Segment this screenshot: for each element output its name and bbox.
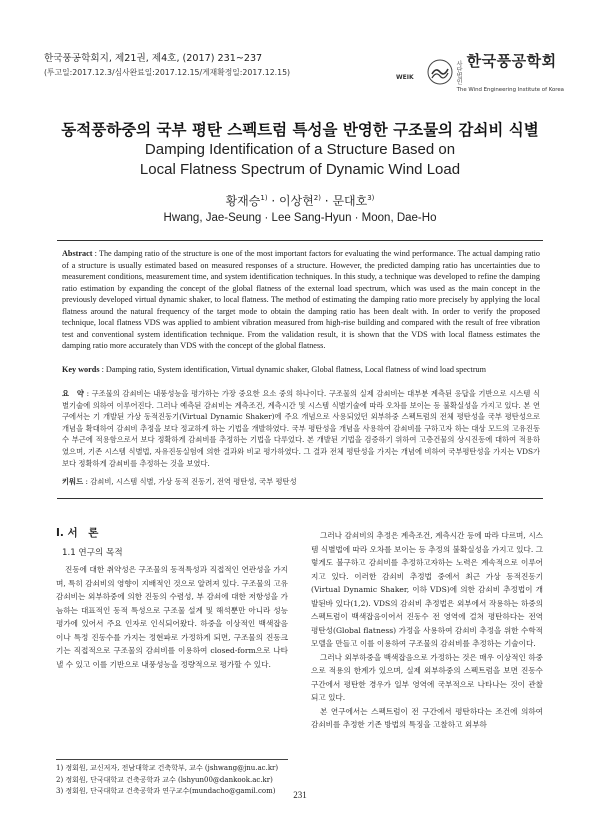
author-1: 황재승 xyxy=(225,194,261,208)
keywords-english xyxy=(62,365,540,374)
ko-keywords-text: : 감쇠비, 시스템 식별, 가상 동적 진동기, 전역 평탄성, 국부 평탄성 xyxy=(83,477,297,486)
ko-keywords-label: 키워드 xyxy=(62,477,84,486)
author-2-mark: 2) xyxy=(313,194,321,202)
keywords-text: : Damping ratio, System identification, Virtual dynamic shaker, Global flatness, Local flatness of wind load spectrum xyxy=(99,365,487,374)
abstract-bottom-rule xyxy=(57,498,543,499)
author-separator: · xyxy=(267,194,280,208)
footnote-3: 3) 정회원, 단국대학교 건축공학과 연구교수(mundacho@gamil.com) xyxy=(56,787,276,796)
authors-english: Hwang, Jae-Seung · Lee Sang-Hyun · Moon, Dae-Ho xyxy=(163,212,437,224)
society-english-name: The Wind Engineering Institute of Korea xyxy=(456,87,564,93)
author-3: 문대호 xyxy=(332,194,368,208)
body-column-right xyxy=(311,529,543,732)
title-english-line-2: Local Flatness Spectrum of Dynamic Wind Load xyxy=(139,161,461,178)
society-emblem-icon xyxy=(427,59,453,85)
abstract-korean xyxy=(62,388,540,469)
ko-abstract-text: : 구조물의 감쇠비는 내풍성능을 평가하는 가장 중요한 요소 중의 하나이다. 구조물의 실제 감쇠비는 대부분 계측된 응답을 기반으로 시스템 식별기술에 의하여 이루어진다. 그러나 예측된 감쇠비는 계측조건, 계측시간 및 시스템 식별기술에 따라 오차를 보이는 등 불확실성을 가지고 있다. 본 연구에서는 기 개발된 가상 동적진동기(Virtual Dynamic Shaker)에 주요 개념으로 사용되었던 외부하중 스펙트럼의 전체 평탄성을 국부 평탄성으로 개념을 확대하여 감쇠비 추정을 보다 정교하게 하는 기법을 개발하였다. 국부 평탄성을 개념을 사용하여 감쇠비를 구하고자 하는 대상 모드의 고유진동수 부근에 적용함으로서 보다 정확하게 감쇠비를 추정하는 기법을 다루었다. 본 개발된 기법을 검증하기 위하여 고층건물의 상시진동에 대하여 적용하였으며, 기존 시스템 식별법, 자유진동실험에 의한 결과와 비교 평가하였다. 그 결과 전체 평탄성을 가지는 개념에 비하여 국부평탄성을 가지는 VDS가 보다 정확하게 감쇠비를 추정하는 것을 보였다. xyxy=(62,389,540,468)
abstract-text: : The damping ratio of the structure is one of the most important factors for evaluating the wind performance. The actual damping ratio of a structure is usually estimated based on measured responses of a structure. However, the predicted damping ratio has uncertainties due to measurement conditions, measurement time, and system identification techniques. In this study, a technique was developed to refine the damping ratio estimation by expanding the concept of the global flatness of the external load spectrum, which was used as the main concept in the previously developed virtual dynamic shaker, to local flatness. The method of estimating the damping ratio more precisely by applying the local flatness around the natural frequency of the target mode to obtain the damping ratio has been dealt with. In order to verify the proposed technique, local flatness VDS was applied to ambient vibration measured from high-rise building and compared with the result of free vibration test and conventional system identification technique. From the validation result, it is shown that the VDS with local flatness estimates the damping ratio more accurately than VDS with the concept of the global flatness. xyxy=(62,249,540,351)
keywords-korean xyxy=(62,477,540,487)
keywords-label: Key words xyxy=(62,365,100,374)
society-name: 한국풍공학회 xyxy=(466,52,557,70)
body-paragraph: 본 연구에서는 스펙트럼이 전 구간에서 평탄하다는 조건에 의하여 감쇠비를 추정한 기존 방법의 특징을 고찰하고 외부하 xyxy=(311,706,543,729)
body-paragraph: 그러나 외부하중을 백색잡음으로 가정하는 것은 매우 이상적인 하중으로 적용의 한계가 있으며, 실제 외부하중의 스펙트럼을 보면 진동수 구간에서 평탄한 경우가 일부 영역에 국부적으로 나타나는 것이 관찰되고 있다. xyxy=(311,652,543,702)
body-paragraph: 진동에 대한 취약성은 구조물의 동적특성과 직접적인 연관성을 가지며, 특히 감쇠비의 영향이 지배적인 것으로 알려져 있다. 구조물의 고유 감쇠비는 외부하중에 의한 진동의 수렴성, 부 감쇠에 대한 저항성을 가늠하는 대표적인 동적 특성으로 구조물 설계 및 해석뿐만 아니라 성능평가에 있어서 주요 인자로 인식되어왔다. 하중을 이상적인 백색잡음이나 특정 진동수를 가지는 정현파로 가정하게 되면, 구조물의 진동크기는 직접적으로 구조물의 감쇠비를 이용하여 closed-form으로 나타낼 수 있고 이를 기반으로 내풍성능을 정량적으로 평가할 수 있다. xyxy=(56,565,288,669)
author-separator: · xyxy=(320,194,333,208)
section-title: I. 서 론 xyxy=(56,527,99,539)
abstract-english xyxy=(62,248,540,352)
footnote-1: 1) 정회원, 교신저자, 전남대학교 건축학부, 교수 (jshwang@jnu.ac.kr) xyxy=(56,764,279,772)
footnote-2: 2) 정회원, 단국대학교 건축공학과 교수 (lshyun00@dankook.ac.kr) xyxy=(56,775,273,784)
paper-title-english xyxy=(0,140,600,180)
society-logo xyxy=(427,50,564,93)
author-2: 이상현 xyxy=(279,194,314,208)
subsection-title: 1.1 연구의 목적 xyxy=(62,547,123,558)
society-abbreviation: WEIK xyxy=(396,74,414,81)
society-type: 사단 법인 xyxy=(456,61,463,86)
authors-korean xyxy=(0,192,600,209)
paper-title-korean: 동적풍하중의 국부 평탄 스펙트럼 특성을 반영한 구조물의 감쇠비 식별 xyxy=(61,121,539,139)
page-number: 231 xyxy=(293,790,307,800)
body-column-left xyxy=(56,527,288,671)
submission-dates: (투고일:2017.12.3/심사완료일:2017.12.15/게재확정일:2017.12.15) xyxy=(44,68,291,77)
author-1-mark: 1) xyxy=(260,194,268,202)
footnote-rule xyxy=(56,759,288,760)
title-english-line-1: Damping Identification of a Structure Based on xyxy=(144,141,456,158)
journal-citation: 한국풍공학회지, 제21권, 제4호, (2017) 231~237 xyxy=(44,53,263,64)
abstract-label: Abstract xyxy=(62,249,93,258)
author-3-mark: 3) xyxy=(367,194,375,202)
body-paragraph: 그러나 감쇠비의 추정은 계측조건, 계측시간 등에 따라 다르며, 시스템 식별법에 따라 오차를 보이는 등 추정의 불확실성을 가지고 있다. 그렇게도 불구하고 감쇠비를 추정하고자하는 노력은 계속적으로 이루어지고 있다. 이러한 감쇠비 추정법 중에서 최근 가상 동적진동기(Virtual Dynamic Shaker, 이하 VDS)에 의한 감쇠비 추정법이 개발된바 있다(1,2). VDS의 감쇠비 추정법은 외부에서 작용하는 하중의 스펙트럼이 백색잡음이어서 진동수 전 영역에 걸쳐 평탄하다는 전역 평탄성(Global flatness) 가정을 사용하여 감쇠비 추정을 위한 수학적 모델을 만들고 이를 이용하여 구조물의 감쇠비를 추정하는 기술이다. xyxy=(311,531,543,648)
ko-abstract-label: 요 약 xyxy=(62,389,84,398)
abstract-top-rule xyxy=(57,240,543,241)
journal-header xyxy=(44,50,564,93)
